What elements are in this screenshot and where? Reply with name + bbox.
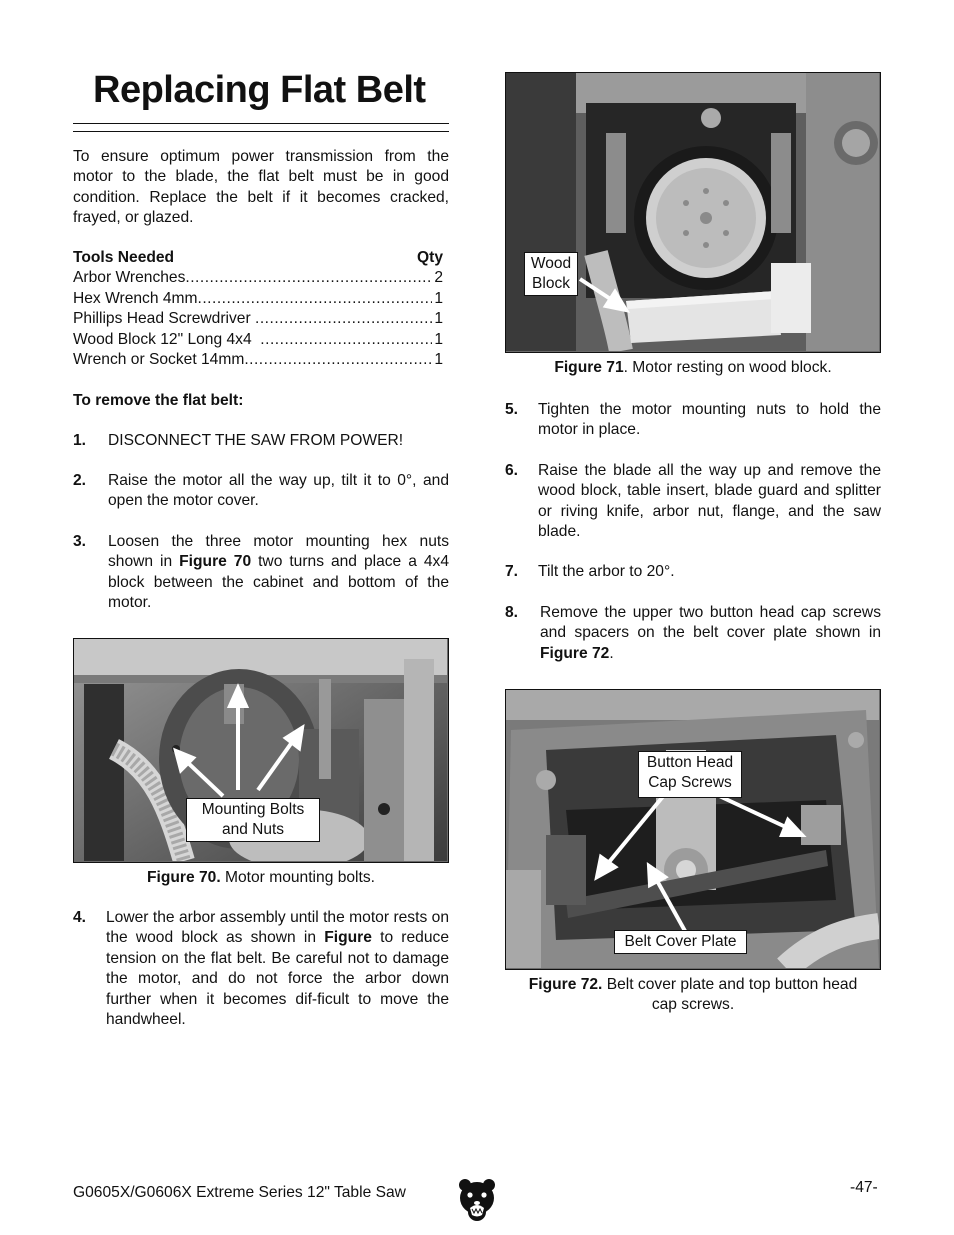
- footer-page-number: -47-: [850, 1179, 878, 1196]
- intro-paragraph: To ensure optimum power transmission from the motor to the blade, the flat belt must be in good condition. Replace the belt if it becomes cracked, frayed, or glazed.: [73, 148, 449, 227]
- step-7: [505, 562, 881, 582]
- step-5: [505, 400, 881, 441]
- step-number: 4.: [73, 909, 87, 926]
- bear-head-icon: [458, 1178, 496, 1222]
- step-8: [505, 603, 881, 665]
- tool-qty: 1: [434, 289, 443, 307]
- tool-row: [73, 309, 443, 329]
- callout-mounting-bolts: Mounting Bolts and Nuts: [186, 798, 320, 842]
- figure-71-arrow: [505, 72, 881, 353]
- leader-dots: [198, 289, 433, 309]
- page-title: Replacing Flat Belt: [93, 69, 426, 111]
- tools-header-qty: Qty: [417, 249, 443, 266]
- figure-ref: Figure 70: [179, 553, 252, 571]
- tool-name: Hex Wrench 4mm: [73, 289, 198, 307]
- tools-header-label: Tools Needed: [73, 249, 175, 266]
- leader-dots: [260, 330, 432, 350]
- figure-71-caption: Figure 71. Motor resting on wood block.: [554, 359, 832, 376]
- tool-name: Wood Block 12" Long 4x4: [73, 330, 261, 348]
- figure-72-arrows: [505, 689, 881, 970]
- step-text: Lower the arbor assembly until the motor rests on the wood block as shown in Figure to reduce tension on the flat belt. Be careful not to damage the motor, and do not force the arbor down further when it becomes dif-ficult to move the handwheel.: [106, 909, 449, 1029]
- figure-ref: Figure: [324, 929, 372, 947]
- tool-row: [73, 268, 443, 288]
- step-2: [73, 471, 449, 512]
- leader-dots: [185, 268, 432, 288]
- title-rule-bottom: [73, 131, 449, 132]
- leader-dots: [244, 350, 432, 370]
- figure-ref: Figure 72: [540, 644, 610, 662]
- tool-row: [73, 350, 443, 370]
- tool-qty: 1: [434, 350, 443, 368]
- callout-button-head-cap-screws: Button Head Cap Screws: [638, 751, 742, 798]
- tool-row: [73, 330, 443, 350]
- tool-qty: 1: [434, 330, 443, 348]
- step-6: [505, 461, 881, 543]
- tools-table: [73, 248, 443, 370]
- step-number: 5.: [505, 401, 519, 418]
- step-number: 6.: [505, 462, 519, 479]
- step-text: DISCONNECT THE SAW FROM POWER!: [108, 432, 404, 449]
- step-text: Loosen the three motor mounting hex nuts shown in Figure 70 two turns and place a 4x4 block between the cabinet and bottom of the motor.: [108, 533, 449, 612]
- tool-name: Arbor Wrenches: [73, 269, 186, 287]
- tool-qty: 1: [434, 310, 443, 328]
- title-rule-top: [73, 123, 449, 124]
- step-number: 3.: [73, 533, 87, 550]
- figure-70-caption: Figure 70. Motor mounting bolts.: [147, 869, 375, 886]
- tools-header: [73, 248, 443, 268]
- tool-row: [73, 289, 443, 309]
- callout-wood-block: Wood Block: [524, 252, 578, 296]
- step-text: Remove the upper two button head cap screws and spacers on the belt cover plate shown in Figure 72.: [540, 604, 881, 662]
- step-text: Tilt the arbor to 20°.: [538, 563, 675, 580]
- leader-dots: [255, 309, 432, 329]
- step-number: 8.: [505, 604, 519, 621]
- step-number: 7.: [505, 563, 519, 580]
- tool-name: Wrench or Socket 14mm: [73, 350, 245, 368]
- step-text: Tighten the motor mounting nuts to hold the motor in place.: [538, 401, 881, 439]
- tool-name: Phillips Head Screwdriver: [73, 310, 255, 328]
- figure-72-caption: Figure 72. Belt cover plate and top button head cap screws.: [528, 976, 858, 1014]
- footer-model: G0605X/G0606X Extreme Series 12" Table Saw: [73, 1184, 406, 1201]
- step-1: [73, 431, 449, 451]
- step-4: [73, 908, 449, 1030]
- step-text: Raise the blade all the way up and remove the wood block, table insert, blade guard and splitter or riving knife, arbor nut, flange, and the saw blade.: [538, 462, 881, 541]
- step-number: 2.: [73, 472, 87, 489]
- step-number: 1.: [73, 432, 87, 449]
- step-3: [73, 532, 449, 614]
- tool-qty: 2: [434, 269, 443, 287]
- remove-heading: To remove the flat belt:: [73, 392, 244, 409]
- callout-belt-cover-plate: Belt Cover Plate: [614, 930, 747, 954]
- step-text: Raise the motor all the way up, tilt it to 0°, and open the motor cover.: [108, 472, 449, 510]
